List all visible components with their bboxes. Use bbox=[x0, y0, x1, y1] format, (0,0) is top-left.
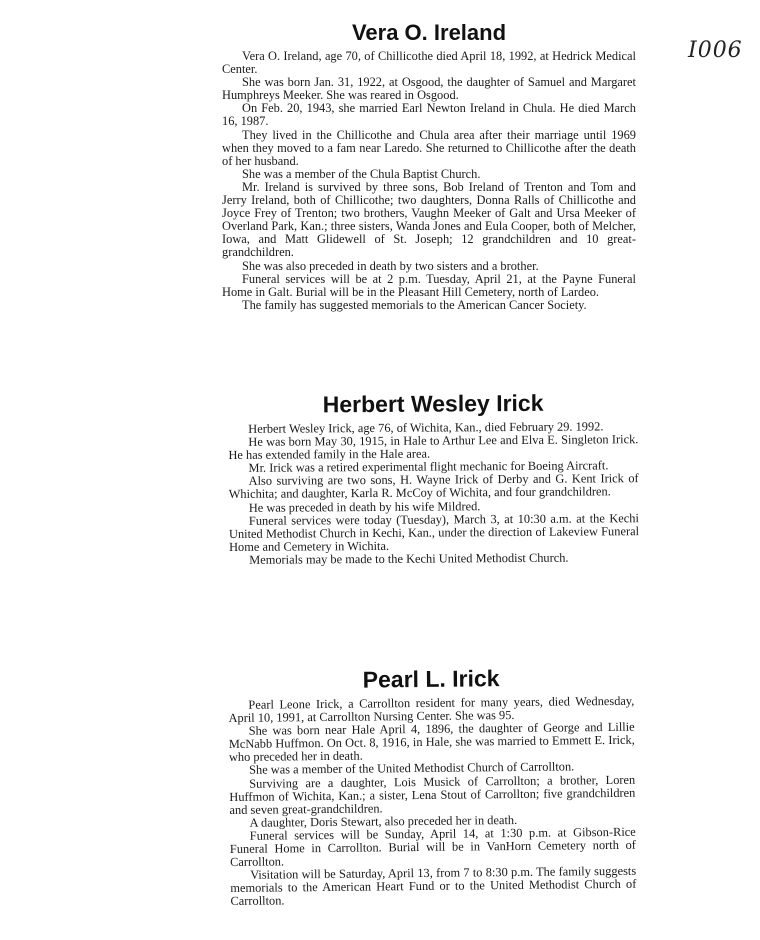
obituary-vera-ireland bbox=[222, 20, 636, 312]
obituary-paragraph: She was born near Hale April 4, 1896, the daughter of George and Lillie McNabb Huffmon. On Oct. 8, 1916, in Hale, she was married to Emmett E. Irick, who preceded her in death. bbox=[228, 719, 635, 765]
obituary-title: Pearl L. Irick bbox=[362, 665, 500, 693]
obituary-paragraph: Funeral services will be Sunday, April 14, at 1:30 p.m. at Gibson-Rice Funeral Home in Carrollton. Burial will be in VanHorn Cemetery north of Carrollton. bbox=[229, 824, 636, 870]
obituary-title: Herbert Wesley Irick bbox=[322, 389, 544, 418]
obituary-paragraph: Mr. Ireland is survived by three sons, Bob Ireland of Trenton and Tom and Jerry Ireland, both of Chillicothe; two daughters, Donna Ralls of Chillicothe and Joyce Frey of Trenton; two brothers, Vaughn Meeker of Galt and Ursa Meeker of Overland Park, Kan.; three sisters, Wanda Jones and Eula Cooper, both of Melcher, Iowa, and Matt Glidewell of St. Joseph; 12 grandchildren and 10 great-grandchildren. bbox=[222, 179, 636, 260]
obituary-paragraph: A daughter, Doris Stewart, also preceded her in death. bbox=[249, 812, 518, 830]
obituary-pearl-irick bbox=[228, 664, 636, 909]
obituary-paragraph: Funeral services were today (Tuesday), March 3, at 10:30 a.m. at the Kechi United Methodist Church in Kechi, Kan., under the direction of Lakeview Funeral Home and Cemetery in Wichita. bbox=[228, 510, 640, 554]
obituary-paragraph: Pearl Leone Irick, a Carrollton resident for many years, died Wednesday, April 10, 1991, at Carrollton Nursing Center. She was 95. bbox=[228, 693, 635, 726]
obituary-paragraph: She was also preceded in death by two sisters and a brother. bbox=[242, 258, 539, 273]
handwritten-page-code: I006 bbox=[688, 38, 743, 63]
obituary-paragraph: She was a member of the Chula Baptist Church. bbox=[242, 166, 481, 181]
obituary-paragraph: They lived in the Chillicothe and Chula area after their marriage until 1969 when they moved to a fam near Laredo. She returned to Chillicothe after the death of her husband. bbox=[222, 127, 636, 168]
obituary-herbert-irick bbox=[228, 389, 639, 567]
obituary-paragraph: Memorials may be made to the Kechi United Methodist Church. bbox=[249, 550, 569, 567]
obituary-paragraph: Visitation will be Saturday, April 13, from 7 to 8:30 p.m. The family suggests memorials to the American Heart Fund or to the United Methodist Church of Carrollton. bbox=[230, 863, 637, 909]
obituary-paragraph: Funeral services will be at 2 p.m. Tuesday, April 21, at the Payne Funeral Home in Galt. Burial will be in the Pleasant Hill Cemetery, north of Lardeo. bbox=[222, 271, 636, 299]
obituary-paragraph: He was preceded in death by his wife Mildred. bbox=[248, 498, 481, 515]
obituary-paragraph: Vera O. Ireland, age 70, of Chillicothe died April 18, 1992, at Hedrick Medical Center. bbox=[222, 49, 636, 77]
obituary-title: Vera O. Ireland bbox=[351, 20, 507, 45]
obituary-paragraph: She was born Jan. 31, 1922, at Osgood, the daughter of Samuel and Margaret Humphreys Meeker. She was reared in Osgood. bbox=[222, 75, 636, 103]
obituary-paragraph: He was born May 30, 1915, in Hale to Arthur Lee and Elva E. Singleton Irick. He has extended family in the Hale area. bbox=[228, 432, 639, 463]
obituary-paragraph: Herbert Wesley Irick, age 76, of Wichita, Kan., died February 29. 1992. bbox=[248, 419, 604, 436]
obituary-paragraph: The family has suggested memorials to the American Cancer Society. bbox=[242, 297, 587, 312]
obituary-paragraph: On Feb. 20, 1943, she married Earl Newton Ireland in Chula. He died March 16, 1987. bbox=[222, 101, 636, 129]
obituary-paragraph: Surviving are a daughter, Lois Musick of Carrollton; a brother, Loren Huffmon of Wichita, Kan.; a sister, Lena Stout of Carrollton; five grandchildren and seven great-grandchildren. bbox=[229, 772, 636, 817]
obituary-paragraph: Also surviving are two sons, H. Wayne Irick of Derby and G. Kent Irick of Whichita; and daughter, Karla R. McCoy of Wichita, and four grandchildren. bbox=[228, 471, 639, 502]
obituary-paragraph: Mr. Irick was a retired experimental flight mechanic for Boeing Aircraft. bbox=[248, 458, 609, 476]
obituary-paragraph: She was a member of the United Methodist Church of Carrollton. bbox=[248, 759, 575, 778]
